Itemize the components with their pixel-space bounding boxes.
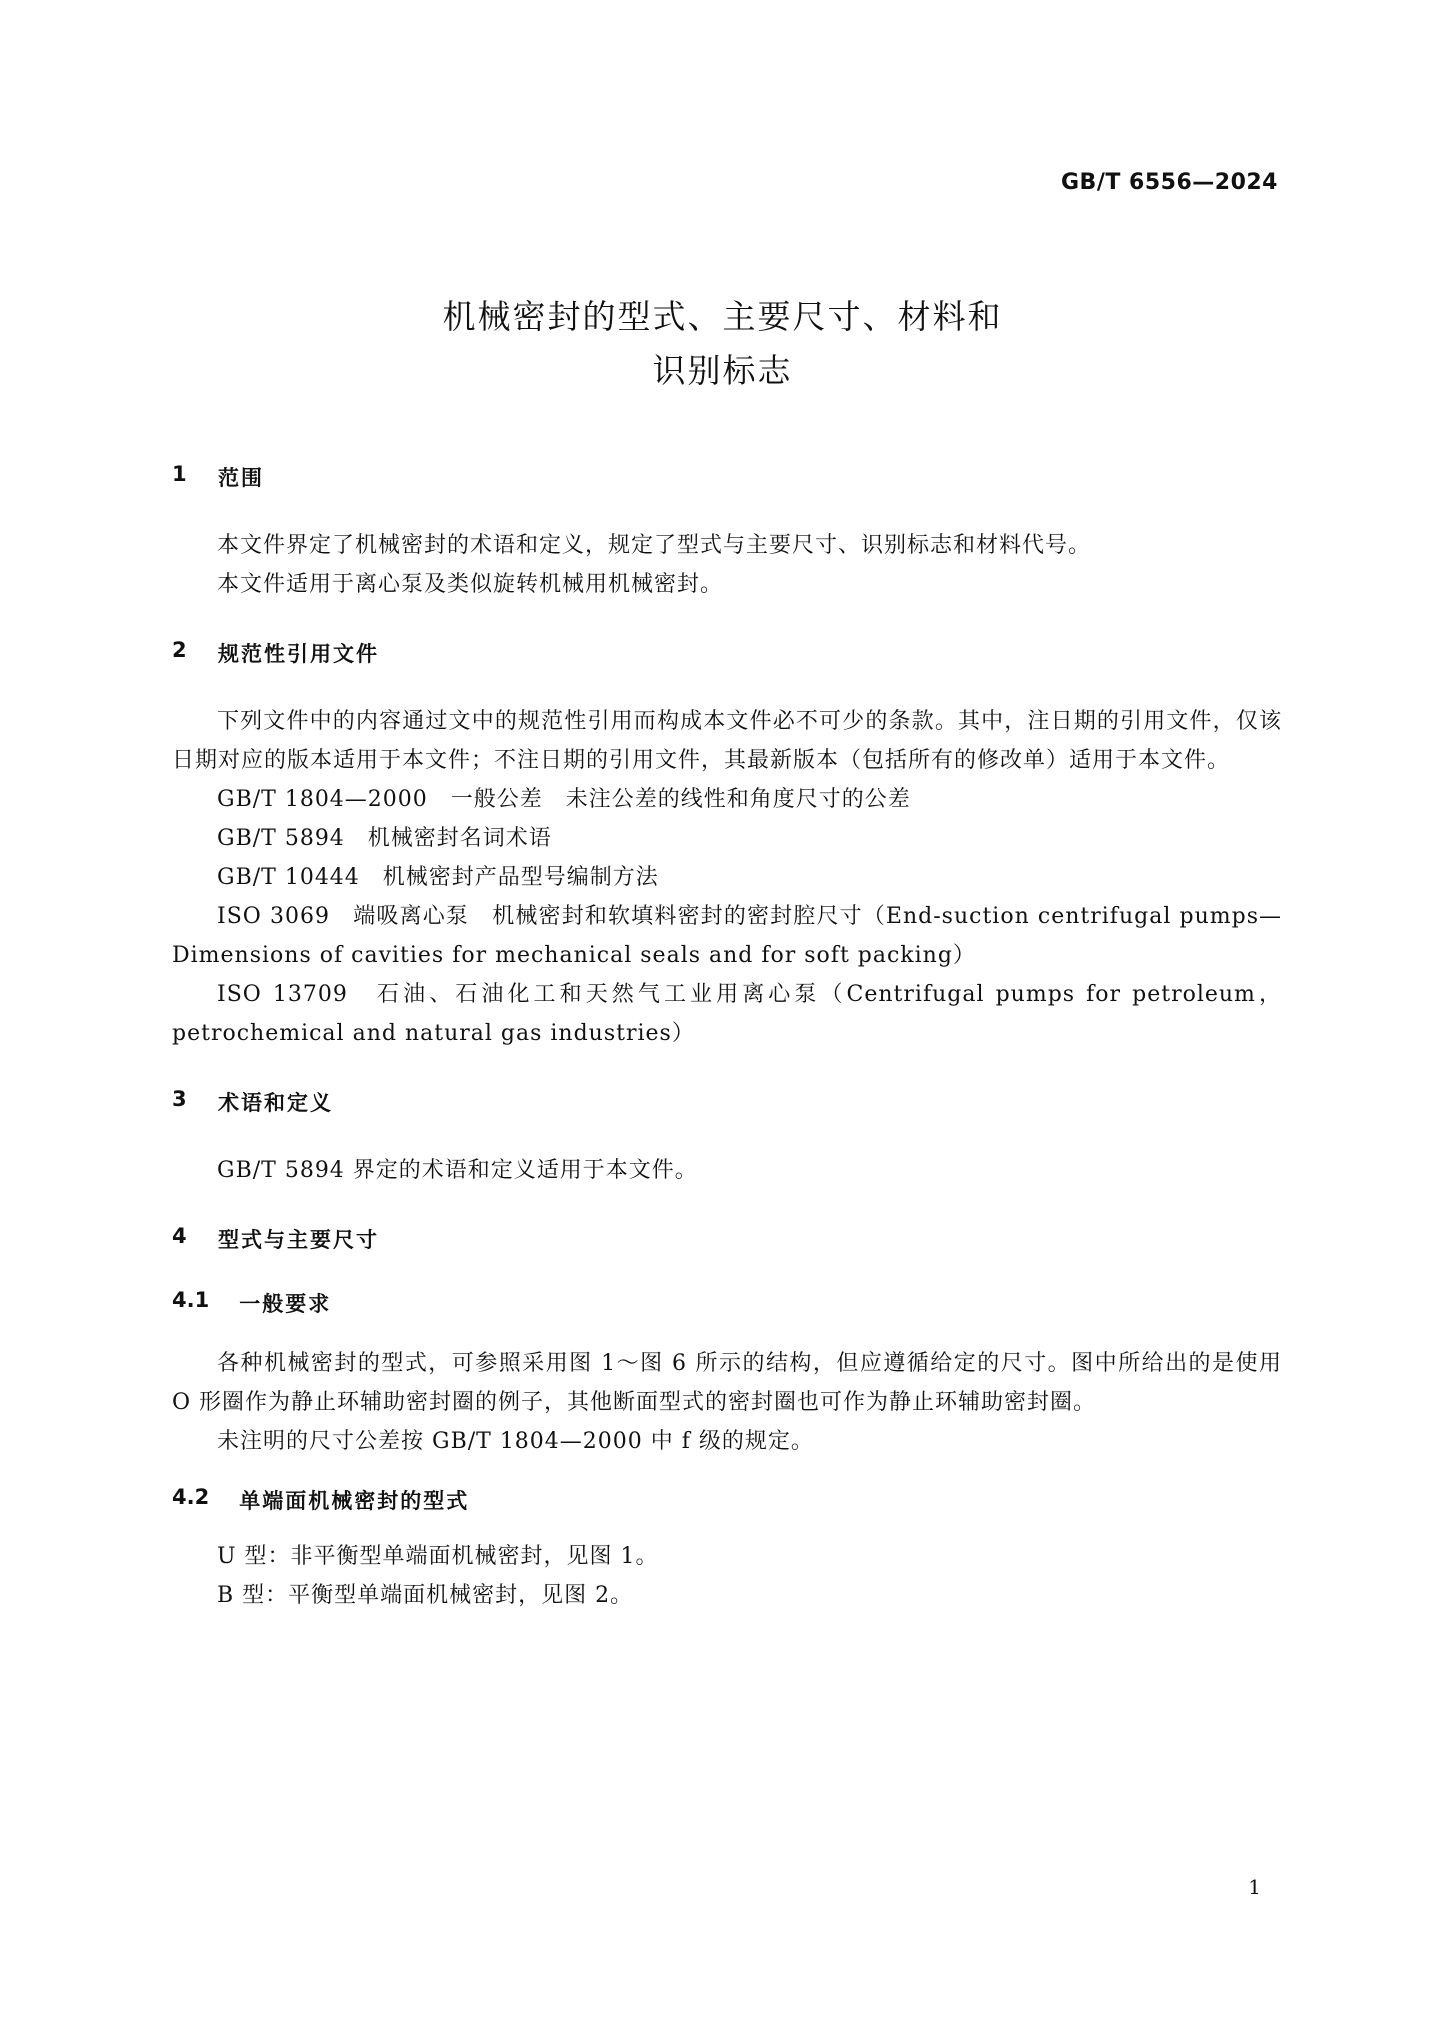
paragraph: 本文件界定了机械密封的术语和定义，规定了型式与主要尺寸、识别标志和材料代号。	[217, 533, 1092, 558]
section-4-2-heading	[172, 1485, 1282, 1515]
reference-item: GB/T 10444 机械密封产品型号编制方法	[217, 865, 659, 890]
document-body	[172, 462, 1282, 1615]
section-number: 3	[172, 1087, 187, 1111]
section-title: 型式与主要尺寸	[218, 1228, 379, 1252]
reference-item: ISO 3069 端吸离心泵 机械密封和软填料密封的密封腔尺寸（End-suction centrifugal pumps—Dimensions of cavities for mechanical seals and for soft packing）	[172, 904, 1282, 968]
paragraph: U 型：非平衡型单端面机械密封，见图 1。	[217, 1544, 659, 1569]
reference-item: GB/T 1804—2000 一般公差 未注公差的线性和角度尺寸的公差	[217, 787, 911, 812]
section-number: 1	[172, 462, 187, 486]
paragraph: 下列文件中的内容通过文中的规范性引用而构成本文件必不可少的条款。其中，注日期的引用文件，仅该日期对应的版本适用于本文件；不注日期的引用文件，其最新版本（包括所有的修改单）适用于本文件。	[172, 709, 1282, 773]
section-title: 范围	[218, 466, 264, 490]
section-number: 4	[172, 1224, 187, 1248]
section-title: 术语和定义	[218, 1091, 333, 1115]
section-2-heading	[172, 638, 1282, 668]
section-number: 4.1	[172, 1288, 210, 1312]
paragraph: 本文件适用于离心泵及类似旋转机械用机械密封。	[217, 572, 724, 597]
section-title: 规范性引用文件	[218, 642, 379, 666]
paragraph: B 型：平衡型单端面机械密封，见图 2。	[217, 1583, 634, 1608]
page-number: 1	[1248, 1875, 1261, 1899]
document-title	[0, 290, 1445, 398]
title-line-1: 机械密封的型式、主要尺寸、材料和	[442, 297, 1003, 336]
reference-item: ISO 13709 石油、石油化工和天然气工业用离心泵（Centrifugal pumps for petroleum，petrochemical and natural gas industries）	[172, 982, 1282, 1046]
section-number: 4.2	[172, 1485, 210, 1509]
reference-item: GB/T 5894 机械密封名词术语	[217, 826, 552, 851]
section-4-1-heading	[172, 1288, 1282, 1318]
section-3-heading	[172, 1087, 1282, 1117]
title-line-2: 识别标志	[652, 351, 793, 390]
paragraph: 未注明的尺寸公差按 GB/T 1804—2000 中 f 级的规定。	[217, 1429, 814, 1454]
section-number: 2	[172, 638, 187, 662]
section-4-heading	[172, 1224, 1282, 1254]
paragraph: GB/T 5894 界定的术语和定义适用于本文件。	[217, 1158, 698, 1183]
paragraph: 各种机械密封的型式，可参照采用图 1～图 6 所示的结构，但应遵循给定的尺寸。图中所给出的是使用 O 形圈作为静止环辅助密封圈的例子，其他断面型式的密封圈也可作为静止环辅助密封圈。	[172, 1351, 1282, 1415]
section-1-heading	[172, 462, 1282, 492]
section-title: 单端面机械密封的型式	[239, 1489, 470, 1513]
section-title: 一般要求	[239, 1292, 332, 1316]
standard-number: GB/T 6556—2024	[1061, 170, 1278, 195]
